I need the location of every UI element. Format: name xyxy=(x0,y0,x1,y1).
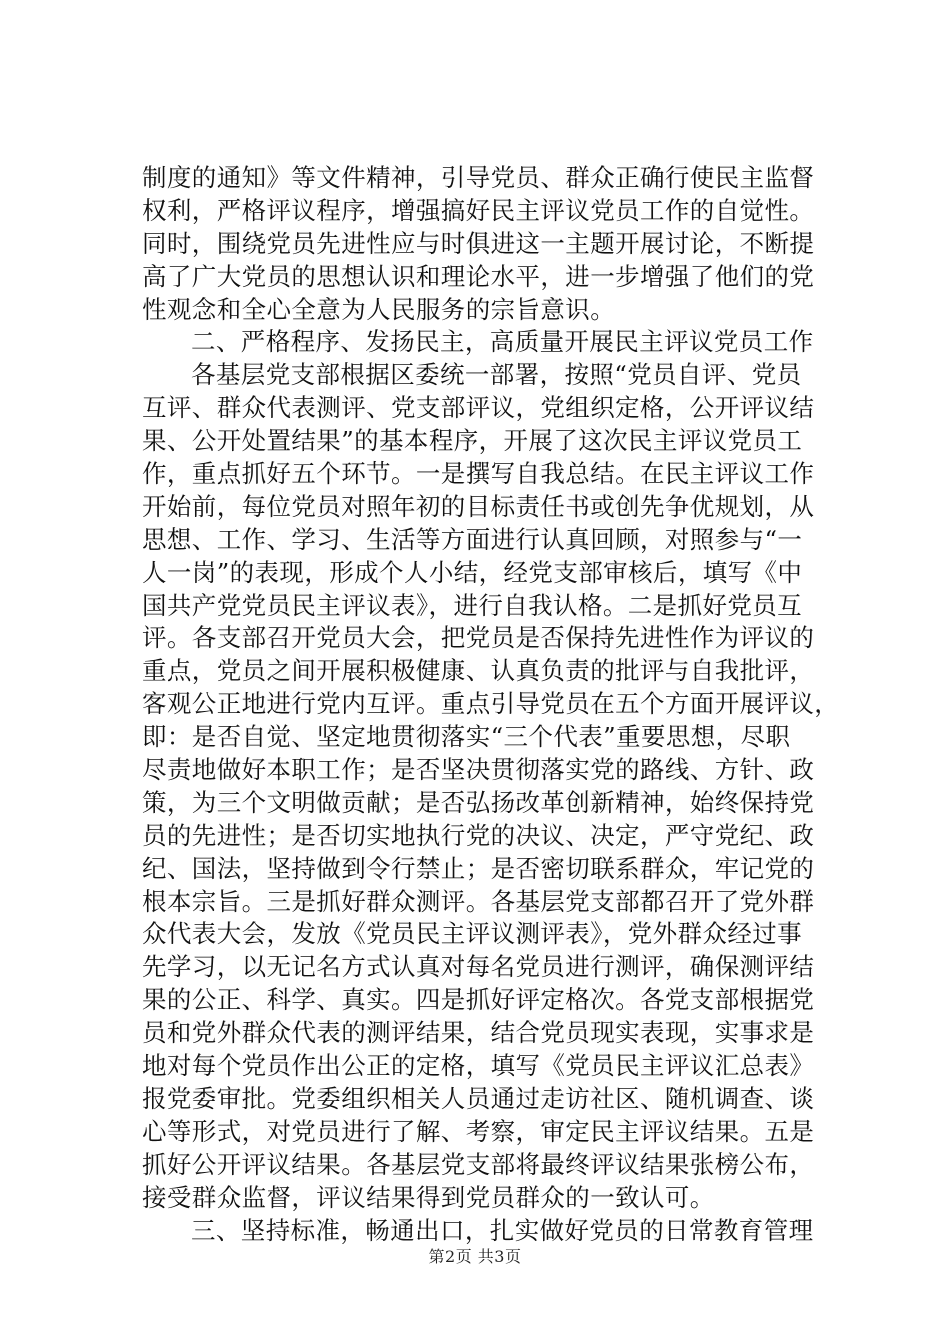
text-line: 员和党外群众代表的测评结果，结合党员现实表现，实事求是 xyxy=(142,1018,815,1048)
text-line: 员的先进性；是否切实地执行党的决议、决定，严守党纪、政 xyxy=(142,820,815,850)
page-number-footer: 第2页 共3页 xyxy=(428,1247,522,1266)
text-line: 权利，严格评议程序，增强搞好民主评议党员工作的自觉性。 xyxy=(142,195,815,225)
section-heading-3: 三、坚持标准，畅通出口，扎实做好党员的日常教育管理 xyxy=(191,1215,814,1245)
text-line: 各基层党支部根据区委统一部署，按照“党员自评、党员 xyxy=(191,360,802,390)
body-text xyxy=(142,162,840,1247)
text-line: 制度的通知》等文件精神，引导党员、群众正确行使民主监督 xyxy=(142,163,815,192)
text-line: 众代表大会，发放《党员民主评议测评表》，党外群众经过事 xyxy=(142,919,803,949)
text-line: 作，重点抓好五个环节。一是撰写自我总结。在民主评议工作 xyxy=(142,459,815,489)
text-line: 地对每个党员作出公正的定格，填写《党员民主评议汇总表》 xyxy=(142,1051,815,1081)
text-line: 性观念和全心全意为人民服务的宗旨意识。 xyxy=(142,294,616,324)
text-line: 评。各支部召开党员大会，把党员是否保持先进性作为评议的 xyxy=(142,623,815,653)
text-line: 纪、国法，坚持做到令行禁止；是否密切联系群众，牢记党的 xyxy=(142,853,815,883)
text-line: 人一岗”的表现，形成个人小结，经党支部审核后，填写《中 xyxy=(142,557,803,587)
text-line: 接受群众监督，评议结果得到党员群众的一致认可。 xyxy=(142,1182,715,1212)
section-heading-2: 二、严格程序、发扬民主，高质量开展民主评议党员工作 xyxy=(191,327,814,357)
text-line: 报党委审批。党委组织相关人员通过走访社区、随机调查、谈 xyxy=(142,1083,815,1113)
text-line: 国共产党党员民主评议表》，进行自我认格。二是抓好党员互 xyxy=(142,590,803,620)
text-line: 果、公开处置结果”的基本程序，开展了这次民主评议党员工 xyxy=(142,426,803,456)
text-line: 心等形式，对党员进行了解、考察，审定民主评议结果。五是 xyxy=(142,1116,815,1146)
text-line: 即：是否自觉、坚定地贯彻落实“三个代表”重要思想，尽职 xyxy=(142,722,791,752)
text-line: 同时，围绕党员先进性应与时俱进这一主题开展讨论，不断提 xyxy=(142,228,815,258)
text-line: 互评、群众代表测评、党支部评议，党组织定格，公开评议结 xyxy=(142,393,815,423)
text-line: 策，为三个文明做贡献；是否弘扬改革创新精神，始终保持党 xyxy=(142,787,815,817)
text-line: 客观公正地进行党内互评。重点引导党员在五个方面开展评议， xyxy=(142,689,840,719)
text-line: 思想、工作、学习、生活等方面进行认真回顾，对照参与“一 xyxy=(142,524,803,554)
text-line: 高了广大党员的思想认识和理论水平，进一步增强了他们的党 xyxy=(142,261,815,291)
text-line: 尽责地做好本职工作；是否坚决贯彻落实党的路线、方针、政 xyxy=(142,755,815,785)
text-line: 重点，党员之间开展积极健康、认真负责的批评与自我批评， xyxy=(142,656,815,686)
text-line: 根本宗旨。三是抓好群众测评。各基层党支部都召开了党外群 xyxy=(142,886,815,916)
text-line: 抓好公开评议结果。各基层党支部将最终评议结果张榜公布， xyxy=(142,1149,815,1179)
text-line: 果的公正、科学、真实。四是抓好评定格次。各党支部根据党 xyxy=(142,985,815,1015)
text-line: 开始前，每位党员对照年初的目标责任书或创先争优规划，从 xyxy=(142,491,815,521)
text-line: 先学习，以无记名方式认真对每名党员进行测评，确保测评结 xyxy=(142,952,815,982)
